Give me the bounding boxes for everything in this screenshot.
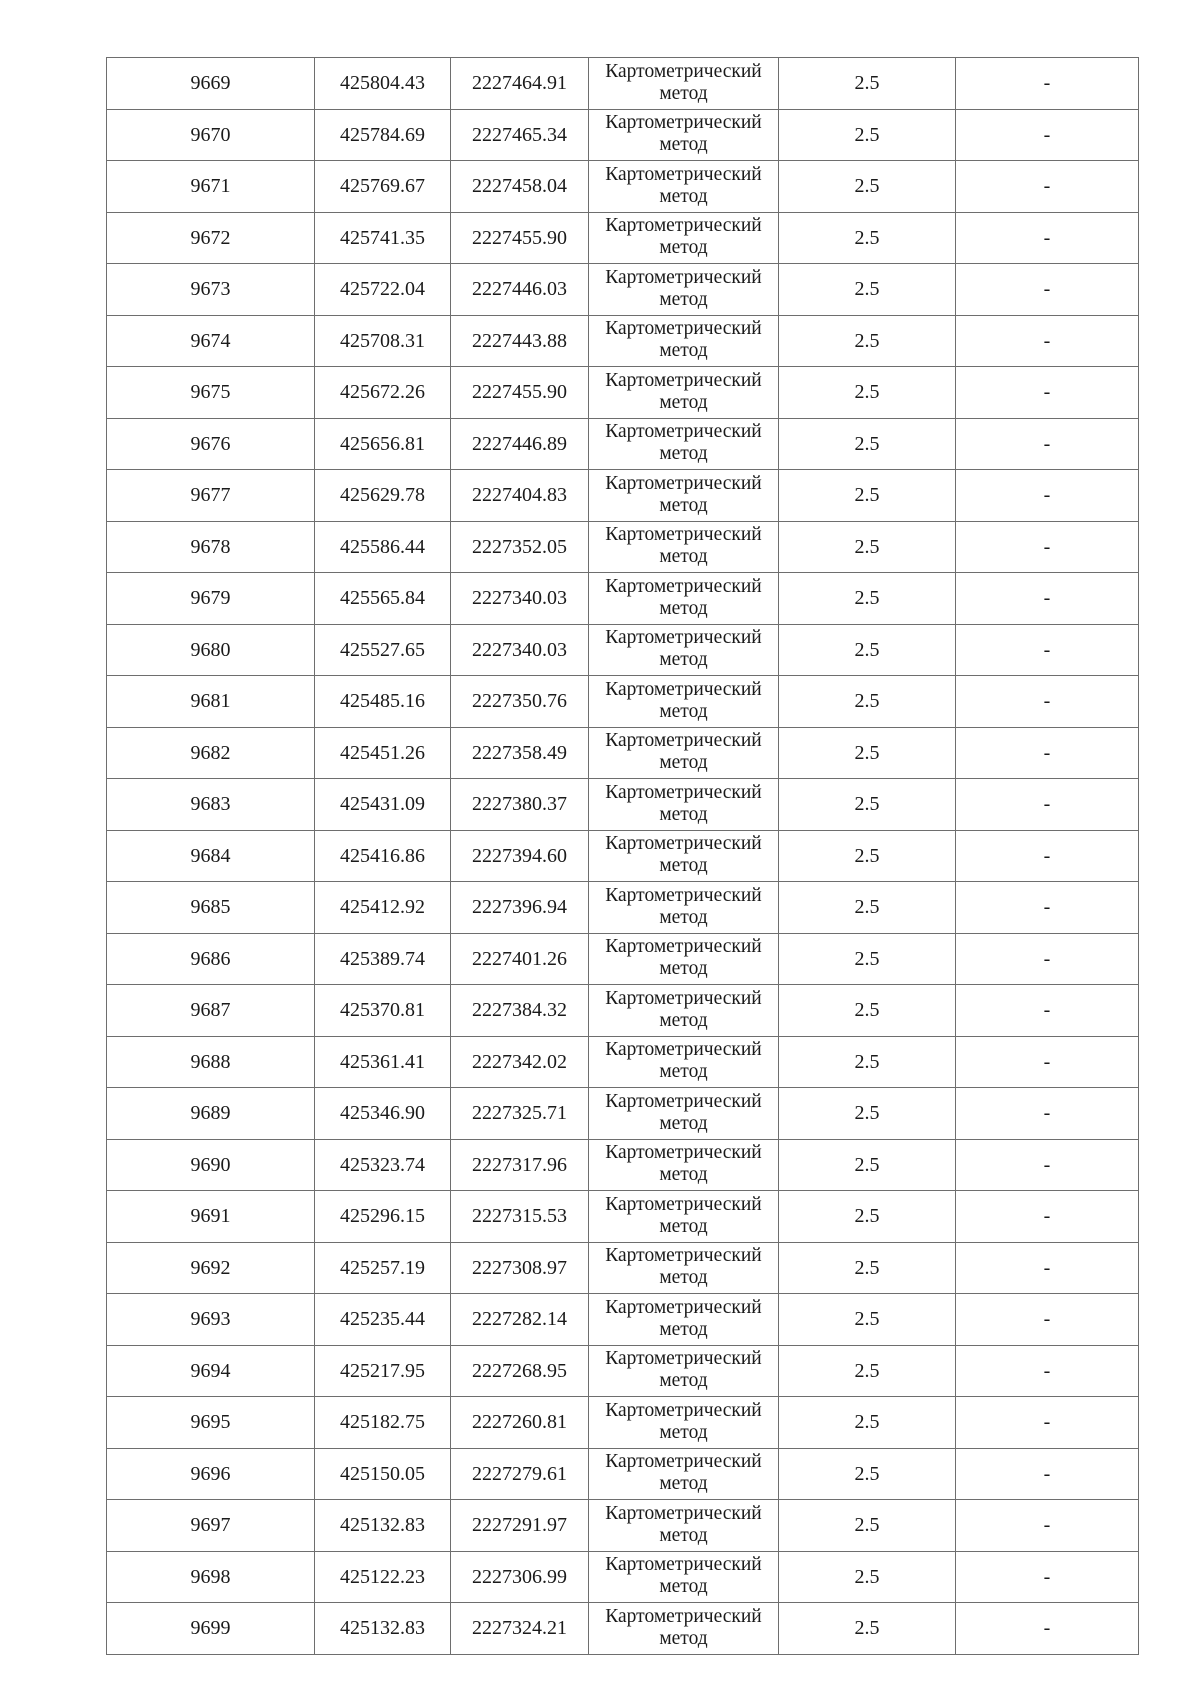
y-coordinate-cell: 2227306.99 bbox=[451, 1551, 589, 1603]
method-line-2: метод bbox=[659, 1215, 708, 1237]
table-row bbox=[107, 315, 1139, 367]
point-number-cell: 9693 bbox=[107, 1294, 315, 1346]
x-coordinate-cell: 425431.09 bbox=[315, 779, 451, 831]
method-cell bbox=[589, 264, 779, 316]
method-line-1: Картометрический bbox=[605, 472, 762, 494]
method-cell bbox=[589, 1500, 779, 1552]
method-line-1: Картометрический bbox=[605, 1142, 762, 1164]
note-cell: - bbox=[956, 676, 1139, 728]
method-line-1: Картометрический bbox=[605, 678, 762, 700]
table-row bbox=[107, 109, 1139, 161]
method-line-2: метод bbox=[659, 1267, 708, 1289]
note-cell: - bbox=[956, 624, 1139, 676]
point-number-cell: 9684 bbox=[107, 830, 315, 882]
x-coordinate-cell: 425485.16 bbox=[315, 676, 451, 728]
method-line-1: Картометрический bbox=[605, 1399, 762, 1421]
x-coordinate-cell: 425361.41 bbox=[315, 1036, 451, 1088]
method-line-1: Картометрический bbox=[605, 1296, 762, 1318]
x-coordinate-cell: 425257.19 bbox=[315, 1242, 451, 1294]
note-cell: - bbox=[956, 161, 1139, 213]
table-row bbox=[107, 1242, 1139, 1294]
x-coordinate-cell: 425217.95 bbox=[315, 1345, 451, 1397]
point-number-cell: 9694 bbox=[107, 1345, 315, 1397]
x-coordinate-cell: 425722.04 bbox=[315, 264, 451, 316]
method-line-2: метод bbox=[659, 340, 708, 362]
method-cell bbox=[589, 1397, 779, 1449]
method-line-2: метод bbox=[659, 494, 708, 516]
point-number-cell: 9698 bbox=[107, 1551, 315, 1603]
method-line-1: Картометрический bbox=[605, 1245, 762, 1267]
accuracy-cell: 2.5 bbox=[779, 1242, 956, 1294]
x-coordinate-cell: 425586.44 bbox=[315, 521, 451, 573]
method-line-2: метод bbox=[659, 1061, 708, 1083]
table-row bbox=[107, 1088, 1139, 1140]
method-line-1: Картометрический bbox=[605, 524, 762, 546]
y-coordinate-cell: 2227396.94 bbox=[451, 882, 589, 934]
y-coordinate-cell: 2227315.53 bbox=[451, 1191, 589, 1243]
accuracy-cell: 2.5 bbox=[779, 830, 956, 882]
accuracy-cell: 2.5 bbox=[779, 1088, 956, 1140]
method-cell bbox=[589, 933, 779, 985]
y-coordinate-cell: 2227455.90 bbox=[451, 367, 589, 419]
table-row bbox=[107, 418, 1139, 470]
y-coordinate-cell: 2227352.05 bbox=[451, 521, 589, 573]
method-line-1: Картометрический bbox=[605, 112, 762, 134]
method-line-2: метод bbox=[659, 1576, 708, 1598]
table-row bbox=[107, 1397, 1139, 1449]
method-cell bbox=[589, 58, 779, 110]
method-line-1: Картометрический bbox=[605, 1348, 762, 1370]
method-cell bbox=[589, 1551, 779, 1603]
method-line-2: метод bbox=[659, 1009, 708, 1031]
note-cell: - bbox=[956, 1448, 1139, 1500]
method-line-2: метод bbox=[659, 1524, 708, 1546]
table-row bbox=[107, 676, 1139, 728]
method-cell bbox=[589, 779, 779, 831]
method-cell bbox=[589, 985, 779, 1037]
method-cell bbox=[589, 521, 779, 573]
note-cell: - bbox=[956, 1551, 1139, 1603]
accuracy-cell: 2.5 bbox=[779, 882, 956, 934]
method-line-1: Картометрический bbox=[605, 163, 762, 185]
x-coordinate-cell: 425565.84 bbox=[315, 573, 451, 625]
note-cell: - bbox=[956, 264, 1139, 316]
x-coordinate-cell: 425132.83 bbox=[315, 1500, 451, 1552]
table-row bbox=[107, 830, 1139, 882]
point-number-cell: 9674 bbox=[107, 315, 315, 367]
x-coordinate-cell: 425784.69 bbox=[315, 109, 451, 161]
y-coordinate-cell: 2227325.71 bbox=[451, 1088, 589, 1140]
method-cell bbox=[589, 830, 779, 882]
method-line-1: Картометрический bbox=[605, 833, 762, 855]
x-coordinate-cell: 425527.65 bbox=[315, 624, 451, 676]
method-line-2: метод bbox=[659, 1164, 708, 1186]
point-number-cell: 9672 bbox=[107, 212, 315, 264]
y-coordinate-cell: 2227279.61 bbox=[451, 1448, 589, 1500]
method-line-2: метод bbox=[659, 1421, 708, 1443]
note-cell: - bbox=[956, 367, 1139, 419]
method-line-1: Картометрический bbox=[605, 1090, 762, 1112]
coordinates-table bbox=[106, 57, 1139, 1655]
x-coordinate-cell: 425370.81 bbox=[315, 985, 451, 1037]
table-row bbox=[107, 1191, 1139, 1243]
method-line-2: метод bbox=[659, 906, 708, 928]
x-coordinate-cell: 425323.74 bbox=[315, 1139, 451, 1191]
note-cell: - bbox=[956, 58, 1139, 110]
coordinates-table-body bbox=[107, 58, 1139, 1655]
y-coordinate-cell: 2227260.81 bbox=[451, 1397, 589, 1449]
note-cell: - bbox=[956, 315, 1139, 367]
accuracy-cell: 2.5 bbox=[779, 367, 956, 419]
method-line-2: метод bbox=[659, 1627, 708, 1649]
method-cell bbox=[589, 161, 779, 213]
method-line-2: метод bbox=[659, 185, 708, 207]
note-cell: - bbox=[956, 1294, 1139, 1346]
table-row bbox=[107, 1603, 1139, 1655]
method-line-2: метод bbox=[659, 1112, 708, 1134]
accuracy-cell: 2.5 bbox=[779, 933, 956, 985]
note-cell: - bbox=[956, 779, 1139, 831]
method-line-1: Картометрический bbox=[605, 627, 762, 649]
method-line-2: метод bbox=[659, 237, 708, 259]
accuracy-cell: 2.5 bbox=[779, 1603, 956, 1655]
method-line-2: метод bbox=[659, 1473, 708, 1495]
method-cell bbox=[589, 676, 779, 728]
table-row bbox=[107, 367, 1139, 419]
method-cell bbox=[589, 212, 779, 264]
table-row bbox=[107, 985, 1139, 1037]
note-cell: - bbox=[956, 212, 1139, 264]
method-line-2: метод bbox=[659, 803, 708, 825]
point-number-cell: 9686 bbox=[107, 933, 315, 985]
point-number-cell: 9678 bbox=[107, 521, 315, 573]
accuracy-cell: 2.5 bbox=[779, 1448, 956, 1500]
accuracy-cell: 2.5 bbox=[779, 418, 956, 470]
table-row bbox=[107, 1500, 1139, 1552]
accuracy-cell: 2.5 bbox=[779, 109, 956, 161]
method-line-1: Картометрический bbox=[605, 215, 762, 237]
method-line-2: метод bbox=[659, 752, 708, 774]
method-line-2: метод bbox=[659, 546, 708, 568]
y-coordinate-cell: 2227308.97 bbox=[451, 1242, 589, 1294]
method-line-2: метод bbox=[659, 597, 708, 619]
point-number-cell: 9671 bbox=[107, 161, 315, 213]
method-line-2: метод bbox=[659, 443, 708, 465]
note-cell: - bbox=[956, 1036, 1139, 1088]
accuracy-cell: 2.5 bbox=[779, 1139, 956, 1191]
accuracy-cell: 2.5 bbox=[779, 315, 956, 367]
accuracy-cell: 2.5 bbox=[779, 161, 956, 213]
note-cell: - bbox=[956, 470, 1139, 522]
table-row bbox=[107, 521, 1139, 573]
point-number-cell: 9670 bbox=[107, 109, 315, 161]
method-cell bbox=[589, 1088, 779, 1140]
accuracy-cell: 2.5 bbox=[779, 727, 956, 779]
table-row bbox=[107, 624, 1139, 676]
point-number-cell: 9675 bbox=[107, 367, 315, 419]
method-line-1: Картометрический bbox=[605, 1451, 762, 1473]
x-coordinate-cell: 425235.44 bbox=[315, 1294, 451, 1346]
accuracy-cell: 2.5 bbox=[779, 624, 956, 676]
y-coordinate-cell: 2227384.32 bbox=[451, 985, 589, 1037]
method-line-1: Картометрический bbox=[605, 987, 762, 1009]
accuracy-cell: 2.5 bbox=[779, 676, 956, 728]
y-coordinate-cell: 2227380.37 bbox=[451, 779, 589, 831]
x-coordinate-cell: 425412.92 bbox=[315, 882, 451, 934]
method-cell bbox=[589, 1294, 779, 1346]
x-coordinate-cell: 425741.35 bbox=[315, 212, 451, 264]
method-line-2: метод bbox=[659, 1370, 708, 1392]
accuracy-cell: 2.5 bbox=[779, 1191, 956, 1243]
method-line-1: Картометрический bbox=[605, 884, 762, 906]
point-number-cell: 9683 bbox=[107, 779, 315, 831]
y-coordinate-cell: 2227443.88 bbox=[451, 315, 589, 367]
y-coordinate-cell: 2227464.91 bbox=[451, 58, 589, 110]
method-line-2: метод bbox=[659, 288, 708, 310]
method-line-1: Картометрический bbox=[605, 936, 762, 958]
y-coordinate-cell: 2227317.96 bbox=[451, 1139, 589, 1191]
table-row bbox=[107, 933, 1139, 985]
method-line-2: метод bbox=[659, 391, 708, 413]
note-cell: - bbox=[956, 109, 1139, 161]
point-number-cell: 9669 bbox=[107, 58, 315, 110]
table-row bbox=[107, 779, 1139, 831]
method-line-1: Картометрический bbox=[605, 1039, 762, 1061]
table-row bbox=[107, 58, 1139, 110]
note-cell: - bbox=[956, 933, 1139, 985]
y-coordinate-cell: 2227401.26 bbox=[451, 933, 589, 985]
method-line-2: метод bbox=[659, 134, 708, 156]
method-cell bbox=[589, 1036, 779, 1088]
table-row bbox=[107, 573, 1139, 625]
y-coordinate-cell: 2227394.60 bbox=[451, 830, 589, 882]
x-coordinate-cell: 425182.75 bbox=[315, 1397, 451, 1449]
x-coordinate-cell: 425769.67 bbox=[315, 161, 451, 213]
method-line-1: Картометрический bbox=[605, 781, 762, 803]
table-row bbox=[107, 1139, 1139, 1191]
y-coordinate-cell: 2227465.34 bbox=[451, 109, 589, 161]
note-cell: - bbox=[956, 1397, 1139, 1449]
x-coordinate-cell: 425132.83 bbox=[315, 1603, 451, 1655]
x-coordinate-cell: 425346.90 bbox=[315, 1088, 451, 1140]
method-line-1: Картометрический bbox=[605, 1502, 762, 1524]
y-coordinate-cell: 2227350.76 bbox=[451, 676, 589, 728]
note-cell: - bbox=[956, 1191, 1139, 1243]
table-row bbox=[107, 212, 1139, 264]
y-coordinate-cell: 2227282.14 bbox=[451, 1294, 589, 1346]
accuracy-cell: 2.5 bbox=[779, 58, 956, 110]
note-cell: - bbox=[956, 521, 1139, 573]
accuracy-cell: 2.5 bbox=[779, 779, 956, 831]
method-cell bbox=[589, 1345, 779, 1397]
method-cell bbox=[589, 727, 779, 779]
note-cell: - bbox=[956, 882, 1139, 934]
y-coordinate-cell: 2227342.02 bbox=[451, 1036, 589, 1088]
method-cell bbox=[589, 109, 779, 161]
method-cell bbox=[589, 1139, 779, 1191]
method-cell bbox=[589, 1191, 779, 1243]
x-coordinate-cell: 425150.05 bbox=[315, 1448, 451, 1500]
x-coordinate-cell: 425296.15 bbox=[315, 1191, 451, 1243]
accuracy-cell: 2.5 bbox=[779, 1345, 956, 1397]
method-line-1: Картометрический bbox=[605, 318, 762, 340]
x-coordinate-cell: 425672.26 bbox=[315, 367, 451, 419]
method-cell bbox=[589, 882, 779, 934]
method-cell bbox=[589, 1603, 779, 1655]
point-number-cell: 9677 bbox=[107, 470, 315, 522]
x-coordinate-cell: 425629.78 bbox=[315, 470, 451, 522]
x-coordinate-cell: 425804.43 bbox=[315, 58, 451, 110]
point-number-cell: 9691 bbox=[107, 1191, 315, 1243]
point-number-cell: 9699 bbox=[107, 1603, 315, 1655]
point-number-cell: 9696 bbox=[107, 1448, 315, 1500]
note-cell: - bbox=[956, 1088, 1139, 1140]
note-cell: - bbox=[956, 830, 1139, 882]
method-line-2: метод bbox=[659, 855, 708, 877]
point-number-cell: 9687 bbox=[107, 985, 315, 1037]
x-coordinate-cell: 425708.31 bbox=[315, 315, 451, 367]
point-number-cell: 9695 bbox=[107, 1397, 315, 1449]
method-line-1: Картометрический bbox=[605, 1554, 762, 1576]
note-cell: - bbox=[956, 985, 1139, 1037]
y-coordinate-cell: 2227404.83 bbox=[451, 470, 589, 522]
method-cell bbox=[589, 470, 779, 522]
note-cell: - bbox=[956, 727, 1139, 779]
point-number-cell: 9681 bbox=[107, 676, 315, 728]
method-line-2: метод bbox=[659, 1318, 708, 1340]
table-row bbox=[107, 1551, 1139, 1603]
y-coordinate-cell: 2227446.03 bbox=[451, 264, 589, 316]
table-row bbox=[107, 1036, 1139, 1088]
accuracy-cell: 2.5 bbox=[779, 985, 956, 1037]
method-line-1: Картометрический bbox=[605, 266, 762, 288]
y-coordinate-cell: 2227455.90 bbox=[451, 212, 589, 264]
method-cell bbox=[589, 1242, 779, 1294]
table-row bbox=[107, 264, 1139, 316]
accuracy-cell: 2.5 bbox=[779, 1036, 956, 1088]
method-line-1: Картометрический bbox=[605, 421, 762, 443]
point-number-cell: 9680 bbox=[107, 624, 315, 676]
note-cell: - bbox=[956, 573, 1139, 625]
method-cell bbox=[589, 418, 779, 470]
x-coordinate-cell: 425416.86 bbox=[315, 830, 451, 882]
table-row bbox=[107, 1448, 1139, 1500]
method-cell bbox=[589, 573, 779, 625]
point-number-cell: 9689 bbox=[107, 1088, 315, 1140]
y-coordinate-cell: 2227324.21 bbox=[451, 1603, 589, 1655]
table-row bbox=[107, 882, 1139, 934]
accuracy-cell: 2.5 bbox=[779, 1294, 956, 1346]
note-cell: - bbox=[956, 1242, 1139, 1294]
table-row bbox=[107, 470, 1139, 522]
method-line-2: метод bbox=[659, 82, 708, 104]
note-cell: - bbox=[956, 1500, 1139, 1552]
accuracy-cell: 2.5 bbox=[779, 264, 956, 316]
y-coordinate-cell: 2227268.95 bbox=[451, 1345, 589, 1397]
note-cell: - bbox=[956, 418, 1139, 470]
table-row bbox=[107, 161, 1139, 213]
table-row bbox=[107, 727, 1139, 779]
point-number-cell: 9697 bbox=[107, 1500, 315, 1552]
y-coordinate-cell: 2227446.89 bbox=[451, 418, 589, 470]
accuracy-cell: 2.5 bbox=[779, 212, 956, 264]
method-line-2: метод bbox=[659, 700, 708, 722]
method-line-1: Картометрический bbox=[605, 730, 762, 752]
method-cell bbox=[589, 624, 779, 676]
point-number-cell: 9676 bbox=[107, 418, 315, 470]
y-coordinate-cell: 2227458.04 bbox=[451, 161, 589, 213]
method-cell bbox=[589, 315, 779, 367]
accuracy-cell: 2.5 bbox=[779, 573, 956, 625]
method-line-1: Картометрический bbox=[605, 575, 762, 597]
note-cell: - bbox=[956, 1345, 1139, 1397]
note-cell: - bbox=[956, 1603, 1139, 1655]
y-coordinate-cell: 2227291.97 bbox=[451, 1500, 589, 1552]
table-row bbox=[107, 1294, 1139, 1346]
method-cell bbox=[589, 1448, 779, 1500]
method-line-1: Картометрический bbox=[605, 60, 762, 82]
point-number-cell: 9673 bbox=[107, 264, 315, 316]
y-coordinate-cell: 2227340.03 bbox=[451, 624, 589, 676]
point-number-cell: 9679 bbox=[107, 573, 315, 625]
point-number-cell: 9688 bbox=[107, 1036, 315, 1088]
method-line-1: Картометрический bbox=[605, 1193, 762, 1215]
x-coordinate-cell: 425451.26 bbox=[315, 727, 451, 779]
point-number-cell: 9692 bbox=[107, 1242, 315, 1294]
method-line-2: метод bbox=[659, 958, 708, 980]
accuracy-cell: 2.5 bbox=[779, 1397, 956, 1449]
y-coordinate-cell: 2227358.49 bbox=[451, 727, 589, 779]
x-coordinate-cell: 425389.74 bbox=[315, 933, 451, 985]
accuracy-cell: 2.5 bbox=[779, 1551, 956, 1603]
method-line-1: Картометрический bbox=[605, 1605, 762, 1627]
point-number-cell: 9682 bbox=[107, 727, 315, 779]
method-line-2: метод bbox=[659, 649, 708, 671]
point-number-cell: 9690 bbox=[107, 1139, 315, 1191]
method-line-1: Картометрический bbox=[605, 369, 762, 391]
point-number-cell: 9685 bbox=[107, 882, 315, 934]
accuracy-cell: 2.5 bbox=[779, 521, 956, 573]
y-coordinate-cell: 2227340.03 bbox=[451, 573, 589, 625]
x-coordinate-cell: 425122.23 bbox=[315, 1551, 451, 1603]
x-coordinate-cell: 425656.81 bbox=[315, 418, 451, 470]
document-page bbox=[106, 57, 1138, 1655]
method-cell bbox=[589, 367, 779, 419]
note-cell: - bbox=[956, 1139, 1139, 1191]
accuracy-cell: 2.5 bbox=[779, 1500, 956, 1552]
accuracy-cell: 2.5 bbox=[779, 470, 956, 522]
table-row bbox=[107, 1345, 1139, 1397]
